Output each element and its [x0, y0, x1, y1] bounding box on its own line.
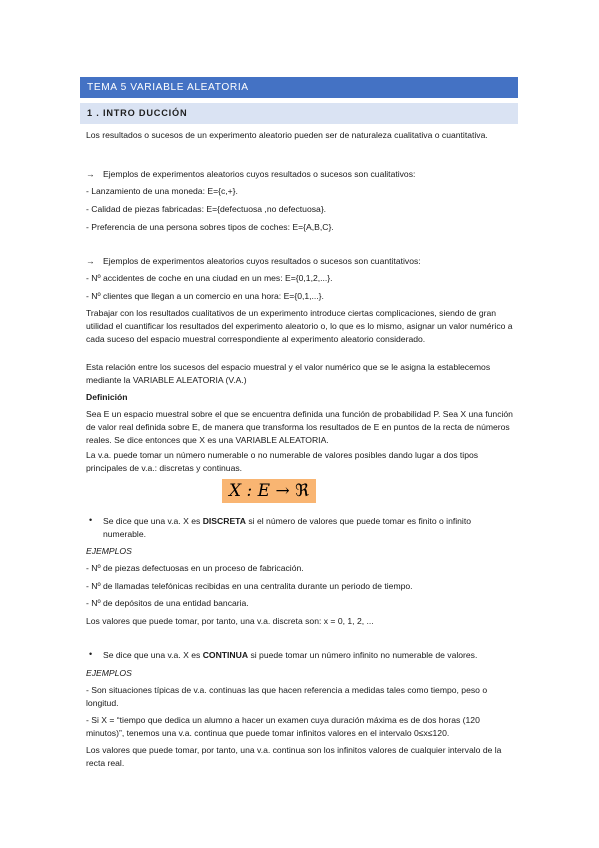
- quantitative-intro-text: Ejemplos de experimentos aleatorios cuyos resultados o sucesos son cuantitativos:: [103, 256, 421, 266]
- list-item: - Preferencia de una persona sobres tipos de coches: E={A,B,C}.: [86, 222, 334, 232]
- discrete-text-pre: Se dice que una v.a. X es: [103, 516, 203, 526]
- relation-paragraph: [86, 361, 518, 387]
- chapter-title: TEMA 5 VARIABLE ALEATORIA: [80, 77, 518, 98]
- quantify-paragraph: Trabajar con los resultados cualitativos de un experimento introduce ciertas complicaciones, siendo de gran utilidad el cuantificar los resultados del experimento aleatorio o, lo que es lo mismo, asignar un valor numérico a cada suceso del espacio muestral correspondiente al experimento aleatorio considerado.: [86, 308, 513, 344]
- definition-heading: Definición: [86, 392, 128, 402]
- examples-label: EJEMPLOS: [86, 668, 132, 678]
- relation-text: Esta relación entre los sucesos del espacio muestral y el valor numérico que se le asigna la establecemos mediante la: [86, 362, 491, 385]
- bullet-icon: •: [89, 515, 93, 525]
- list-item: - Lanzamiento de una moneda: E={c,+}.: [86, 186, 238, 196]
- real-numbers-symbol: ℜ: [295, 481, 309, 501]
- list-item: - Si X = “tiempo que dedica un alumno a hacer un examen cuya duración máxima es de dos horas (120 minutos)”, tenemos una v.a. continua que puede tomar infinitos valores en el intervalo 0≤x≤120.: [86, 715, 480, 738]
- qualitative-intro-text: Ejemplos de experimentos aleatorios cuyos resultados o sucesos son cualitativos:: [103, 169, 416, 179]
- discrete-text-post: si el número de valores que puede tomar es finito o infinito numerable.: [103, 516, 471, 539]
- qualitative-examples-intro: [86, 168, 518, 181]
- definition-text: Sea E un espacio muestral sobre el que se encuentra definida una función de probabilidad P. Sea X una función de valor real definida sobre E, de manera que transforma los resultados de E en puntos de la recta de números reales. Se dice entonces que X es una: [86, 409, 513, 445]
- intro-paragraph: Los resultados o sucesos de un experimento aleatorio pueden ser de naturaleza cualitativa o cuantitativa.: [86, 130, 488, 140]
- continuous-definition: [103, 649, 513, 662]
- list-item: - Nº clientes que llegan a un comercio en una hora: E={0,1,...}.: [86, 291, 324, 301]
- list-item: - Nº de piezas defectuosas en un proceso de fabricación.: [86, 563, 304, 573]
- list-item: - Nº accidentes de coche en una ciudad en un mes: E={0,1,2,...}.: [86, 273, 333, 283]
- quantitative-examples-intro: [86, 255, 518, 268]
- continuous-values: Los valores que puede tomar, por tanto, una v.a. continua son los infinitos valores de cualquier intervalo de la recta real.: [86, 745, 502, 768]
- section-heading: 1 . INTRO DUCCIÓN: [80, 103, 518, 124]
- examples-label: EJEMPLOS: [86, 546, 132, 556]
- types-paragraph: La v.a. puede tomar un número numerable o no numerable de valores posibles dando lugar a dos tipos principales de v.a.: discretas y continuas.: [86, 450, 479, 473]
- definition-paragraph: [86, 408, 518, 447]
- definition-term: VARIABLE ALEATORIA.: [235, 435, 329, 445]
- continuous-text-post: si puede tomar un número infinito no numerable de valores.: [248, 650, 478, 660]
- formula-box: [222, 479, 316, 503]
- list-item: - Nº de llamadas telefónicas recibidas en una centralita durante un periodo de tiempo.: [86, 581, 413, 591]
- discrete-term: DISCRETA: [202, 516, 246, 526]
- bullet-icon: •: [89, 649, 93, 659]
- continuous-text-pre: Se dice que una v.a. X es: [103, 650, 203, 660]
- list-item: - Calidad de piezas fabricadas: E={defectuosa ,no defectuosa}.: [86, 204, 327, 214]
- discrete-values: Los valores que puede tomar, por tanto, una v.a. discreta son: x = 0, 1, 2, ...: [86, 616, 374, 626]
- formula-mapping: X : E →: [229, 481, 290, 501]
- discrete-definition: [103, 515, 513, 541]
- random-variable-term: VARIABLE ALEATORIA (V.A.): [132, 375, 247, 385]
- continuous-term: CONTINUA: [202, 650, 249, 660]
- list-item: - Nº de depósitos de una entidad bancaria.: [86, 598, 249, 608]
- arrow-icon: →: [86, 256, 95, 266]
- list-item: - Son situaciones típicas de v.a. continuas las que hacen referencia a medidas tales como tiempo, peso o longitud.: [86, 685, 488, 708]
- arrow-icon: →: [86, 169, 95, 179]
